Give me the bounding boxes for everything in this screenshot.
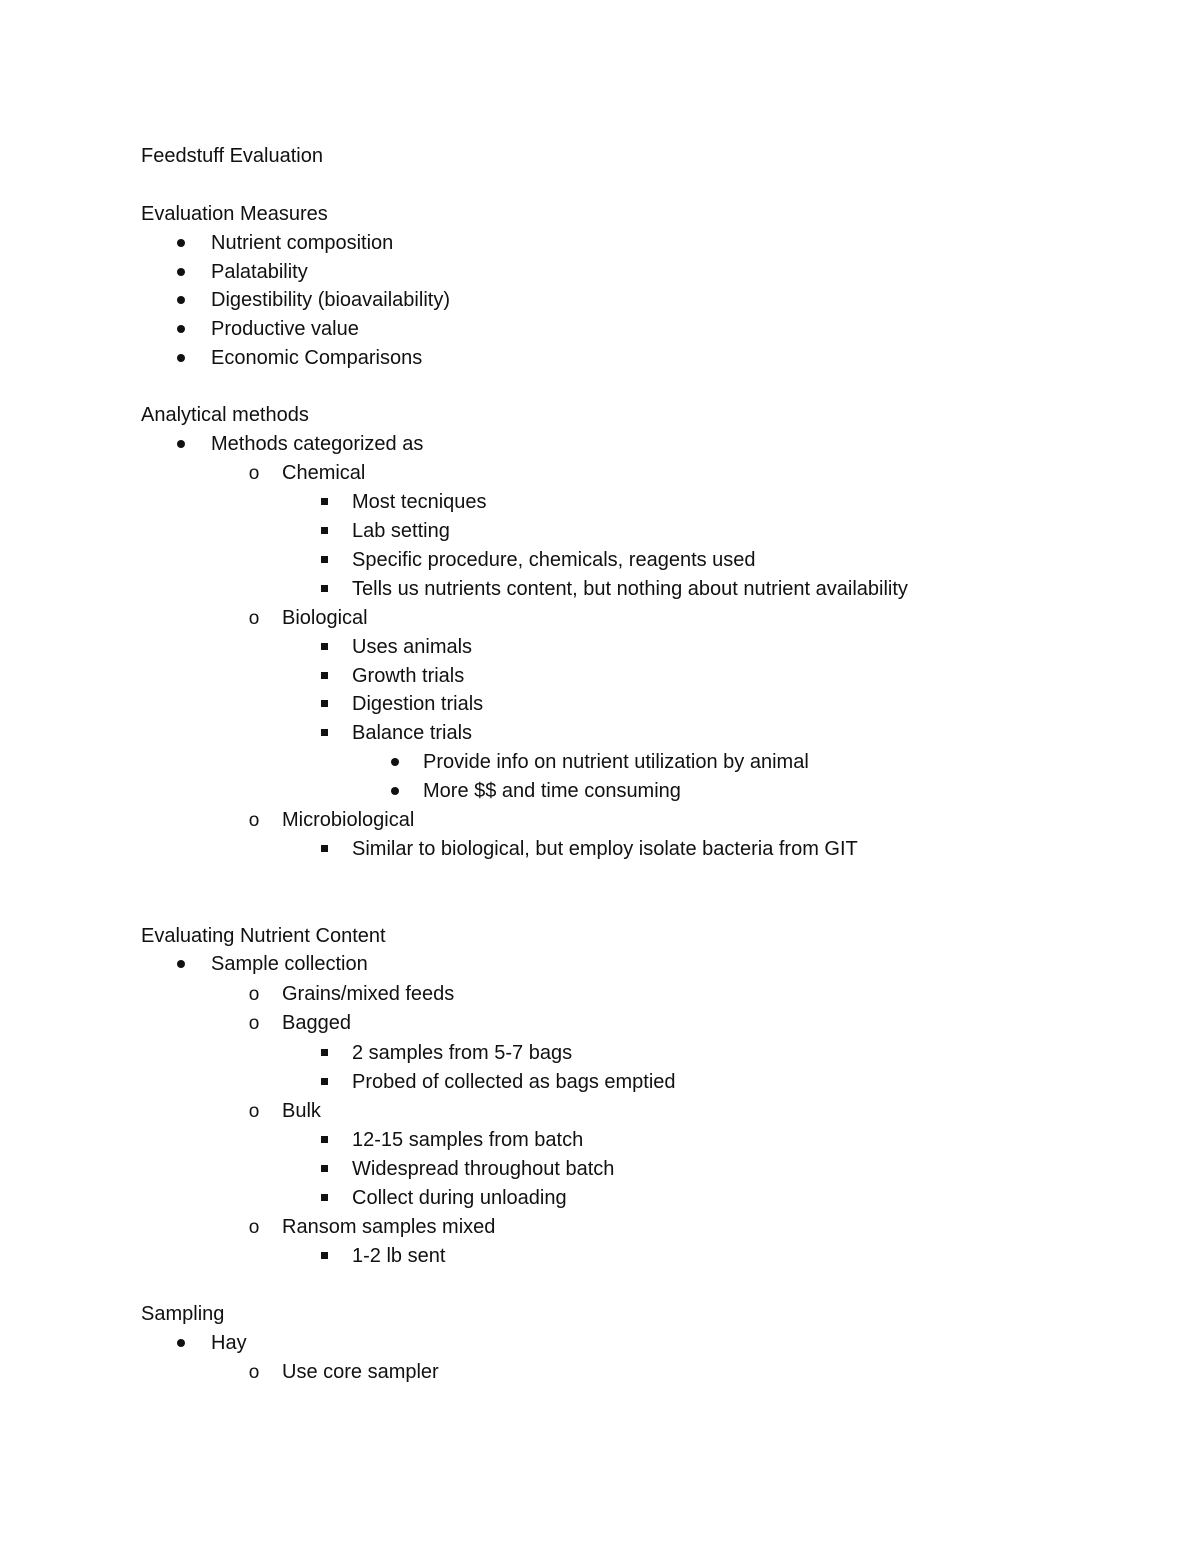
square-bullet-icon: [317, 1070, 331, 1094]
square-bullet-icon: [317, 664, 331, 688]
disc-bullet-icon: [174, 288, 188, 312]
square-bullet-icon: [317, 635, 331, 659]
list-item-text: Bagged: [282, 1012, 351, 1034]
list-item-text: Hay: [211, 1332, 247, 1354]
list-item-text: Growth trials: [352, 665, 465, 687]
list-item-text: Similar to biological, but employ isolate bacteria from GIT: [352, 838, 858, 860]
list-item-text: Economic Comparisons: [211, 347, 423, 369]
list-item-text: Uses animals: [352, 636, 473, 658]
list-item-text: Use core sampler: [282, 1361, 439, 1383]
disc-bullet-icon: [388, 750, 402, 774]
list-item-text: Digestion trials: [352, 693, 484, 715]
circle-bullet-icon: [247, 982, 261, 1007]
list-item-text: Ransom samples mixed: [282, 1216, 496, 1238]
disc-bullet-icon: [388, 779, 402, 803]
section-heading: Evaluating Nutrient Content: [141, 925, 386, 947]
square-bullet-icon: [317, 1186, 331, 1210]
disc-bullet-icon: [174, 231, 188, 255]
list-item-text: 12-15 samples from batch: [352, 1129, 584, 1151]
page-title: Feedstuff Evaluation: [141, 145, 323, 167]
section-heading: Analytical methods: [141, 404, 309, 426]
square-bullet-icon: [317, 721, 331, 745]
square-bullet-icon: [317, 577, 331, 601]
disc-bullet-icon: [174, 317, 188, 341]
square-bullet-icon: [317, 692, 331, 716]
list-item-text: Microbiological: [282, 809, 415, 831]
list-item-text: Balance trials: [352, 722, 473, 744]
list-item-text: Digestibility (bioavailability): [211, 289, 450, 311]
square-bullet-icon: [317, 837, 331, 861]
list-item-text: Grains/mixed feeds: [282, 983, 455, 1005]
list-item-text: Lab setting: [352, 520, 450, 542]
square-bullet-icon: [317, 1041, 331, 1065]
list-item-text: Methods categorized as: [211, 433, 424, 455]
list-item-text: Probed of collected as bags emptied: [352, 1071, 676, 1093]
list-item-text: Nutrient composition: [211, 232, 394, 254]
list-item-text: Collect during unloading: [352, 1187, 567, 1209]
circle-bullet-icon: [247, 1099, 261, 1124]
list-item-text: Provide info on nutrient utilization by animal: [423, 751, 809, 773]
disc-bullet-icon: [174, 432, 188, 456]
circle-bullet-icon: [247, 1360, 261, 1385]
circle-bullet-icon: [247, 461, 261, 486]
list-item-text: Bulk: [282, 1100, 321, 1122]
disc-bullet-icon: [174, 260, 188, 284]
list-item-text: Tells us nutrients content, but nothing about nutrient availability: [352, 578, 908, 600]
circle-bullet-icon: [247, 1011, 261, 1036]
list-item-text: Sample collection: [211, 953, 368, 975]
list-item-text: Biological: [282, 607, 368, 629]
list-item-text: Widespread throughout batch: [352, 1158, 615, 1180]
circle-bullet-icon: [247, 808, 261, 833]
square-bullet-icon: [317, 1128, 331, 1152]
square-bullet-icon: [317, 519, 331, 543]
list-item-text: Most tecniques: [352, 491, 487, 513]
list-item-text: Specific procedure, chemicals, reagents used: [352, 549, 756, 571]
circle-bullet-icon: [247, 606, 261, 631]
square-bullet-icon: [317, 490, 331, 514]
list-item-text: Palatability: [211, 261, 308, 283]
square-bullet-icon: [317, 1157, 331, 1181]
list-item-text: 2 samples from 5-7 bags: [352, 1042, 573, 1064]
square-bullet-icon: [317, 548, 331, 572]
disc-bullet-icon: [174, 346, 188, 370]
circle-bullet-icon: [247, 1215, 261, 1240]
section-heading: Sampling: [141, 1303, 225, 1325]
list-item-text: Chemical: [282, 462, 366, 484]
list-item-text: 1-2 lb sent: [352, 1245, 446, 1267]
list-item-text: Productive value: [211, 318, 359, 340]
square-bullet-icon: [317, 1244, 331, 1268]
section-heading: Evaluation Measures: [141, 203, 328, 225]
list-item-text: More $$ and time consuming: [423, 780, 681, 802]
disc-bullet-icon: [174, 1331, 188, 1355]
disc-bullet-icon: [174, 952, 188, 976]
